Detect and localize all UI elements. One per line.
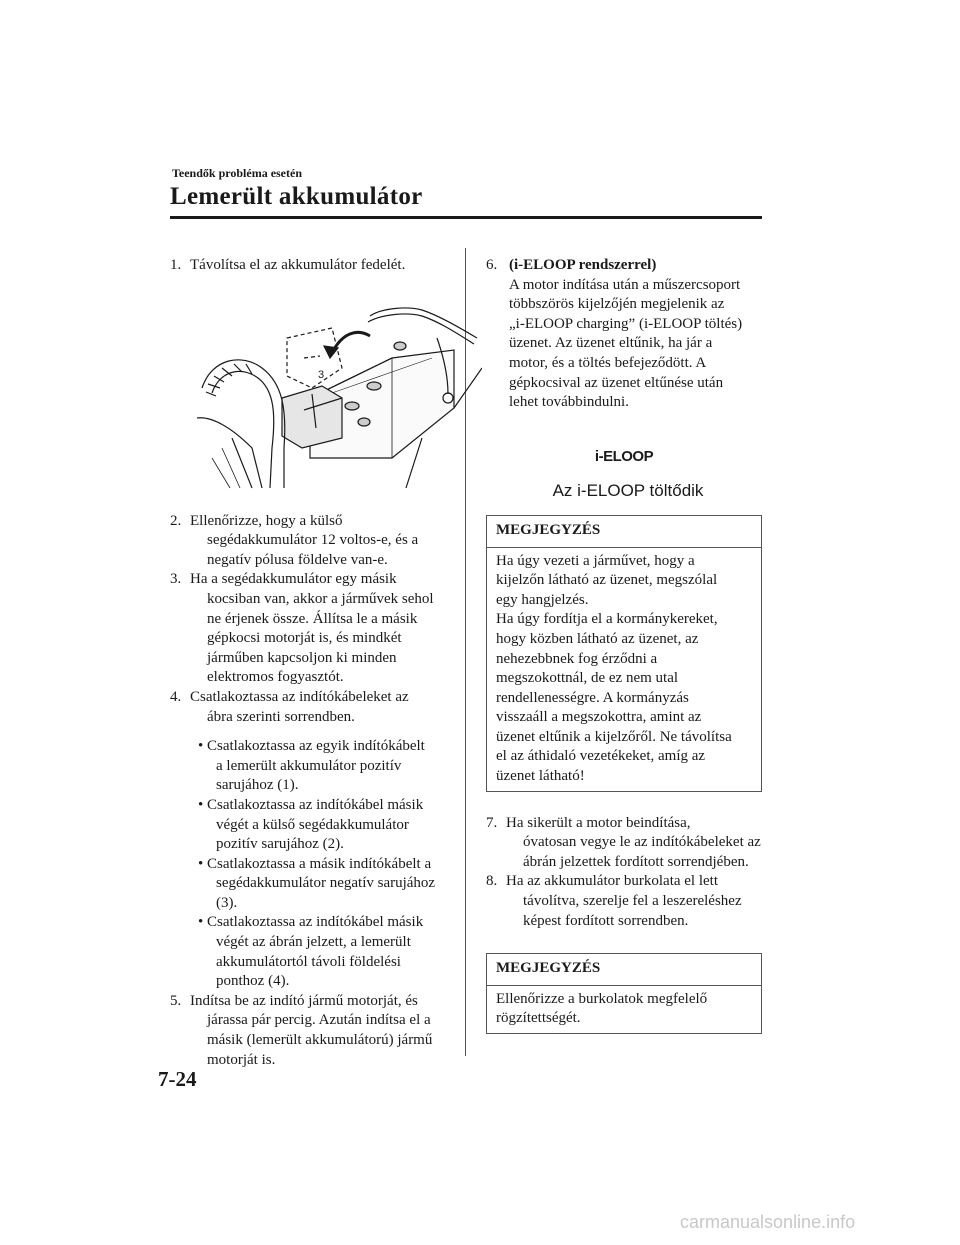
bullet-dot: •: [198, 855, 204, 872]
bullet-line: segédakkumulátor negatív sarujához: [216, 875, 436, 892]
section-label: Teendők probléma esetén: [172, 166, 303, 180]
bullet-item: [170, 737, 458, 796]
step-number: 6.: [486, 257, 498, 273]
step-8: [486, 872, 762, 931]
eloop-logo: i-ELOOP: [594, 447, 654, 465]
step-6: [486, 256, 762, 413]
note-line: visszaáll a megszokottra, amint az: [496, 709, 702, 726]
bullet-item: [170, 855, 458, 914]
step-line: járműben kapcsoljon ki minden: [207, 649, 397, 666]
bullet-line: ponthoz (4).: [216, 973, 290, 990]
step-1: [170, 256, 458, 276]
step-heading: (i-ELOOP rendszerrel): [509, 257, 657, 273]
step-line: másik (lemerült akkumulátorú) jármű: [207, 1032, 433, 1049]
step-line: Ellenőrizze, hogy a külső: [190, 512, 343, 529]
bullet-line: Csatlakoztassa az indítókábel másik: [207, 914, 424, 931]
page-title: Lemerült akkumulátor: [170, 183, 423, 210]
bullet-line: Csatlakoztassa az indítókábel másik: [207, 796, 424, 813]
note-heading: MEGJEGYZÉS: [487, 516, 761, 548]
step-line: képest fordított sorrendben.: [523, 912, 689, 929]
step-4: [170, 688, 458, 727]
right-column: [486, 256, 762, 1034]
step-number: 7.: [486, 814, 498, 831]
note-line: egy hangjelzés.: [496, 591, 589, 608]
step-line: „i-ELOOP charging” (i-ELOOP töltés): [509, 315, 743, 332]
bullet-line: Csatlakoztassa a másik indítókábelt a: [207, 855, 432, 872]
step-text: Távolítsa el az akkumulátor fedelét.: [190, 257, 406, 273]
step-line: ábra szerinti sorrendben.: [207, 708, 355, 725]
step-line: Ha az akkumulátor burkolata el lett: [506, 873, 718, 890]
note-line: Ellenőrizze a burkolatok megfelelő: [496, 990, 708, 1007]
watermark[interactable]: carmanualsonline.info: [680, 1212, 856, 1232]
step-number: 5.: [170, 992, 182, 1009]
step-5: [170, 992, 458, 1070]
step-line: A motor indítása után a műszercsoport: [509, 276, 741, 293]
bullet-line: sarujához (1).: [216, 777, 299, 794]
bullet-line: (3).: [216, 894, 238, 911]
note-line: üzenet eltűnik a kijelzőről. Ne távolítsa: [496, 728, 732, 745]
note-line: rögzítettségét.: [496, 1010, 581, 1027]
step-line: elektromos fogyasztót.: [207, 669, 344, 686]
step-line: lehet továbbindulni.: [509, 394, 629, 411]
page-number: 7-24: [158, 1067, 197, 1091]
step-line: távolítva, szerelje fel a leszereléshez: [523, 893, 742, 910]
step-number: 8.: [486, 873, 498, 890]
bullet-dot: •: [198, 796, 204, 813]
note-line: kijelzőn látható az üzenet, megszólal: [496, 572, 718, 589]
step-line: gépkocsi motorját is, és mindkét: [207, 630, 402, 647]
bullet-line: akkumulátortól távoli földelési: [216, 953, 401, 970]
step-line: üzenet. Az üzenet eltűnik, ha jár a: [509, 335, 713, 352]
step-line: ábrán jelzettek fordított sorrendjében.: [523, 853, 749, 870]
step-line: kocsiban van, akkor a járművek sehol: [207, 590, 434, 607]
bullet-dot: •: [198, 738, 204, 755]
title-rule: [170, 216, 762, 219]
step-number: 2.: [170, 512, 182, 529]
step-line: motor, és a töltés befejeződött. A: [509, 354, 707, 371]
step-3: [170, 570, 458, 688]
battery-illustration: [192, 298, 482, 492]
bullet-item: [170, 796, 458, 855]
note-body: [487, 548, 761, 791]
battery-cover-figure: [192, 298, 482, 492]
note-line: Ha úgy fordítja el a kormánykereket,: [496, 611, 718, 628]
step-line: Indítsa be az indító jármű motorját, és: [190, 992, 418, 1009]
step-line: negatív pólusa földelve van-e.: [207, 551, 388, 568]
note-body: [487, 986, 761, 1033]
step-2: [170, 512, 458, 571]
step-line: többszörös kijelzőjén megjelenik az: [509, 296, 725, 313]
step-line: ne érjenek össze. Állítsa le a másik: [207, 610, 418, 627]
bullet-dot: •: [198, 914, 204, 931]
left-column: [170, 256, 458, 1070]
note-box: [486, 953, 762, 1034]
step-line: gépkocsival az üzenet eltűnése után: [509, 374, 724, 391]
eloop-display: [486, 447, 762, 501]
step-number: 3.: [170, 571, 182, 588]
note-line: rendellenességre. A kormányzás: [496, 689, 689, 706]
bullet-line: a lemerült akkumulátor pozitív: [216, 757, 402, 774]
step-number: 4.: [170, 688, 182, 705]
step-line: járassa pár percig. Azután indítsa el a: [207, 1012, 431, 1029]
step-line: motorját is.: [207, 1051, 276, 1068]
note-line: hogy közben látható az üzenet, az: [496, 630, 699, 647]
step-line: óvatosan vegye le az indítókábeleket az: [523, 834, 761, 851]
bullet-line: pozitív sarujához (2).: [216, 836, 344, 853]
eloop-message: Az i-ELOOP töltődik: [552, 481, 704, 501]
note-line: nehezebbnek fog érződni a: [496, 650, 658, 667]
note-line: Ha úgy vezeti a járművet, hogy a: [496, 552, 695, 569]
step-number: 1.: [170, 257, 182, 273]
bullet-line: végét az ábrán jelzett, a lemerült: [216, 934, 411, 951]
note-line: megszokottnál, de ez nem utal: [496, 670, 679, 687]
note-line: el az áthidaló vezetékeket, amíg az: [496, 748, 706, 765]
bullet-line: Csatlakoztassa az egyik indítókábelt: [207, 738, 425, 755]
bullet-item: [170, 913, 458, 991]
step-line: Ha sikerült a motor beindítása,: [506, 814, 691, 831]
step-line: Ha a segédakkumulátor egy másik: [190, 571, 397, 588]
note-heading: MEGJEGYZÉS: [487, 954, 761, 986]
bullet-line: végét a külső segédakkumulátor: [216, 816, 409, 833]
step-7: [486, 814, 762, 873]
figure-callout: 3: [318, 368, 325, 381]
step-line: Csatlakoztassa az indítókábeleket az: [190, 688, 409, 705]
note-line: üzenet látható!: [496, 768, 585, 785]
step-line: segédakkumulátor 12 voltos-e, és a: [207, 532, 419, 549]
note-box: [486, 515, 762, 792]
